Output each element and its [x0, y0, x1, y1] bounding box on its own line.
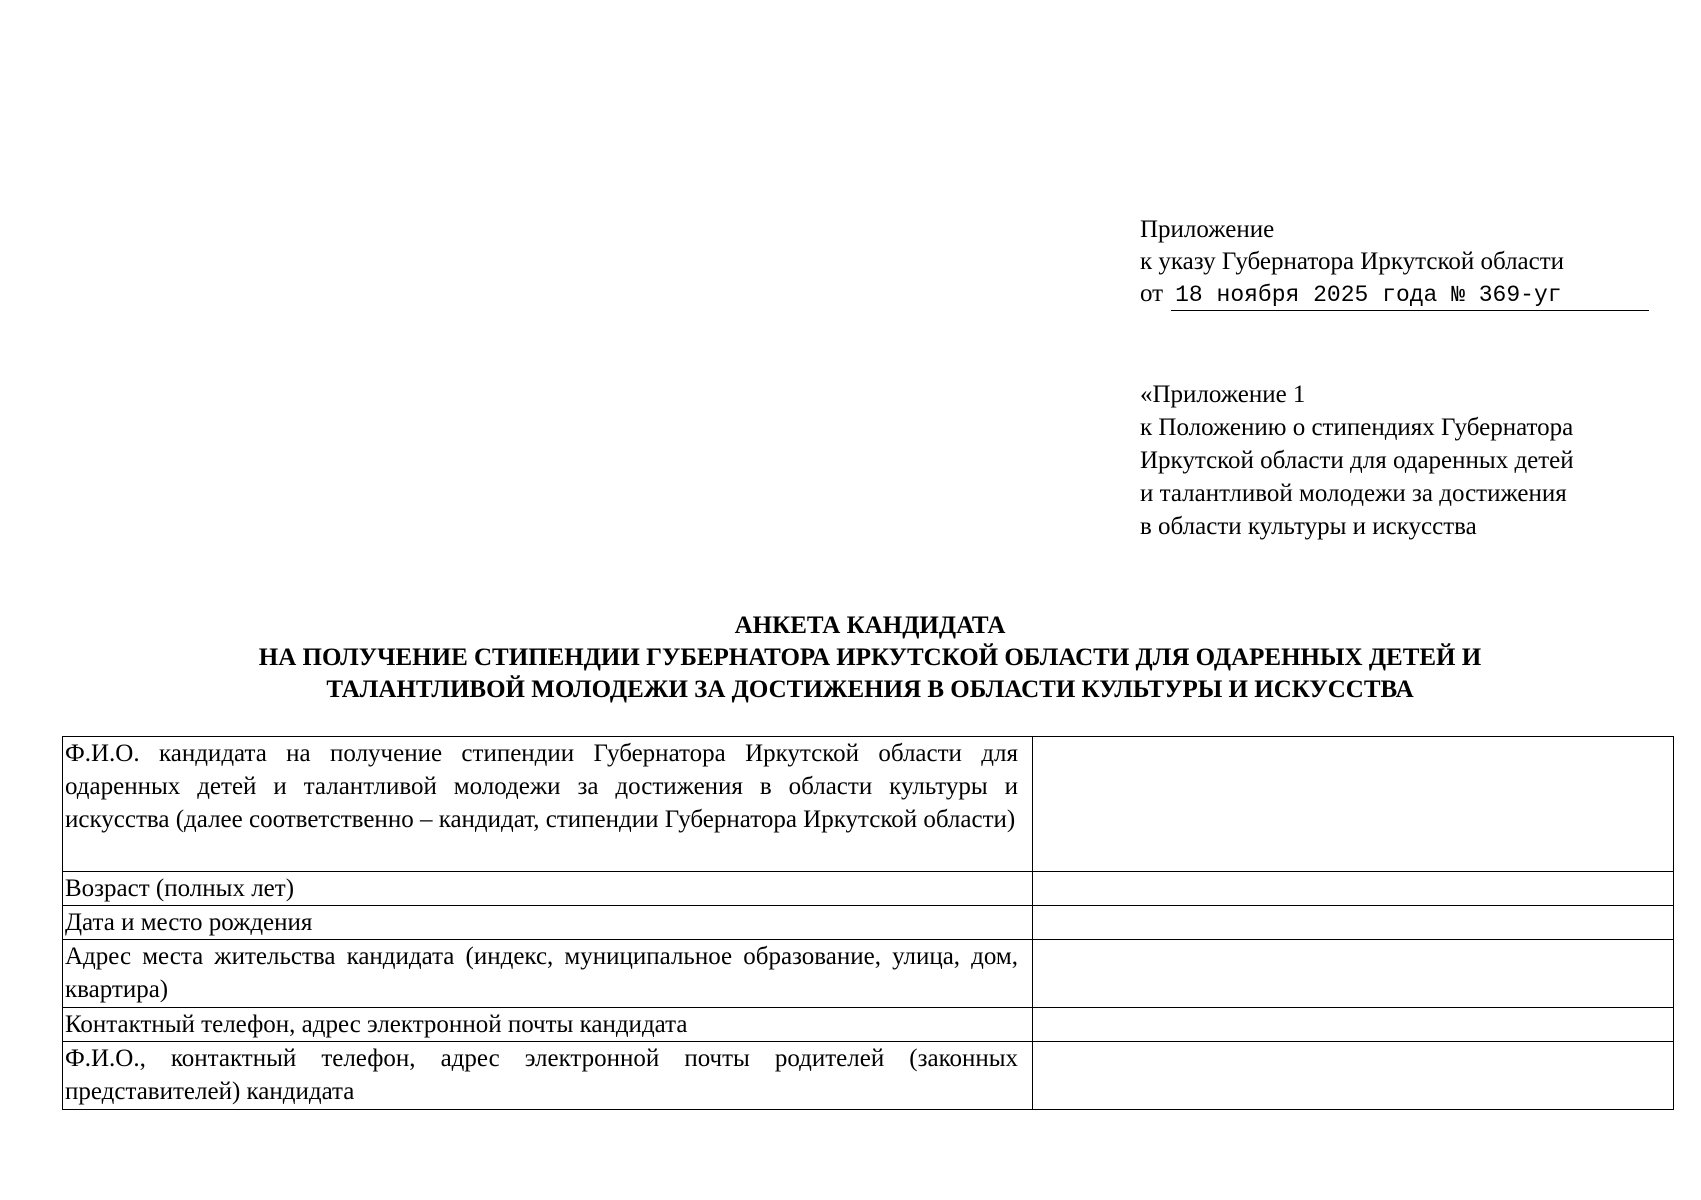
field-value-age[interactable] [1033, 872, 1674, 906]
table-row [63, 872, 1674, 906]
regulation-line: Иркутской области для одаренных детей [1140, 447, 1574, 474]
regulation-line: к Положению о стипендиях Губернатора [1140, 414, 1574, 441]
field-value-address[interactable] [1033, 940, 1674, 1008]
field-label-parents: Ф.И.О., контактный телефон, адрес электронной почты родителей (законных представителей) кандидата [63, 1042, 1033, 1110]
regulation-line: в области культуры и искусства [1140, 513, 1477, 540]
questionnaire-table [62, 736, 1674, 1110]
decree-prefix: от [1140, 280, 1164, 307]
decree-date-number-line [1140, 278, 1660, 311]
table-row [63, 1008, 1674, 1042]
form-title [130, 610, 1610, 706]
regulation-line: «Приложение 1 [1140, 381, 1306, 408]
decree-date-number: 18 ноября 2025 года № 369-уг [1171, 280, 1649, 311]
table-row [63, 906, 1674, 940]
field-value-parents[interactable] [1033, 1042, 1674, 1110]
appendix-title: Приложение [1140, 216, 1275, 243]
form-title-line: ТАЛАНТЛИВОЙ МОЛОДЕЖИ ЗА ДОСТИЖЕНИЯ В ОБЛАСТИ КУЛЬТУРЫ И ИСКУССТВА [326, 676, 1414, 703]
field-value-contacts[interactable] [1033, 1008, 1674, 1042]
field-label-birth: Дата и место рождения [63, 906, 1033, 940]
field-label-address: Адрес места жительства кандидата (индекс, муниципальное образование, улица, дом, квартира) [63, 940, 1033, 1008]
field-label-age: Возраст (полных лет) [63, 872, 1033, 906]
table-row [63, 737, 1674, 872]
field-value-birth[interactable] [1033, 906, 1674, 940]
field-label-contacts: Контактный телефон, адрес электронной почты кандидата [63, 1008, 1033, 1042]
form-title-line: НА ПОЛУЧЕНИЕ СТИПЕНДИИ ГУБЕРНАТОРА ИРКУТСКОЙ ОБЛАСТИ ДЛЯ ОДАРЕННЫХ ДЕТЕЙ И [258, 644, 1482, 671]
field-label-full-name: Ф.И.О. кандидата на получение стипендии Губернатора Иркутской области для одаренных детей и талантливой молодежи за достижения в области культуры и искусства (далее соответственно – кандидат, стипендии Губернатора Иркутской области) [63, 737, 1033, 872]
regulation-line: и талантливой молодежи за достижения [1140, 480, 1567, 507]
table-row [63, 940, 1674, 1008]
form-title-line: АНКЕТА КАНДИДАТА [734, 612, 1006, 639]
appendix-decree-line: к указу Губернатора Иркутской области [1140, 248, 1565, 275]
table-row [63, 1042, 1674, 1110]
decree-appendix-header [1140, 214, 1660, 311]
field-value-full-name[interactable] [1033, 737, 1674, 872]
regulation-appendix-header [1140, 378, 1680, 543]
